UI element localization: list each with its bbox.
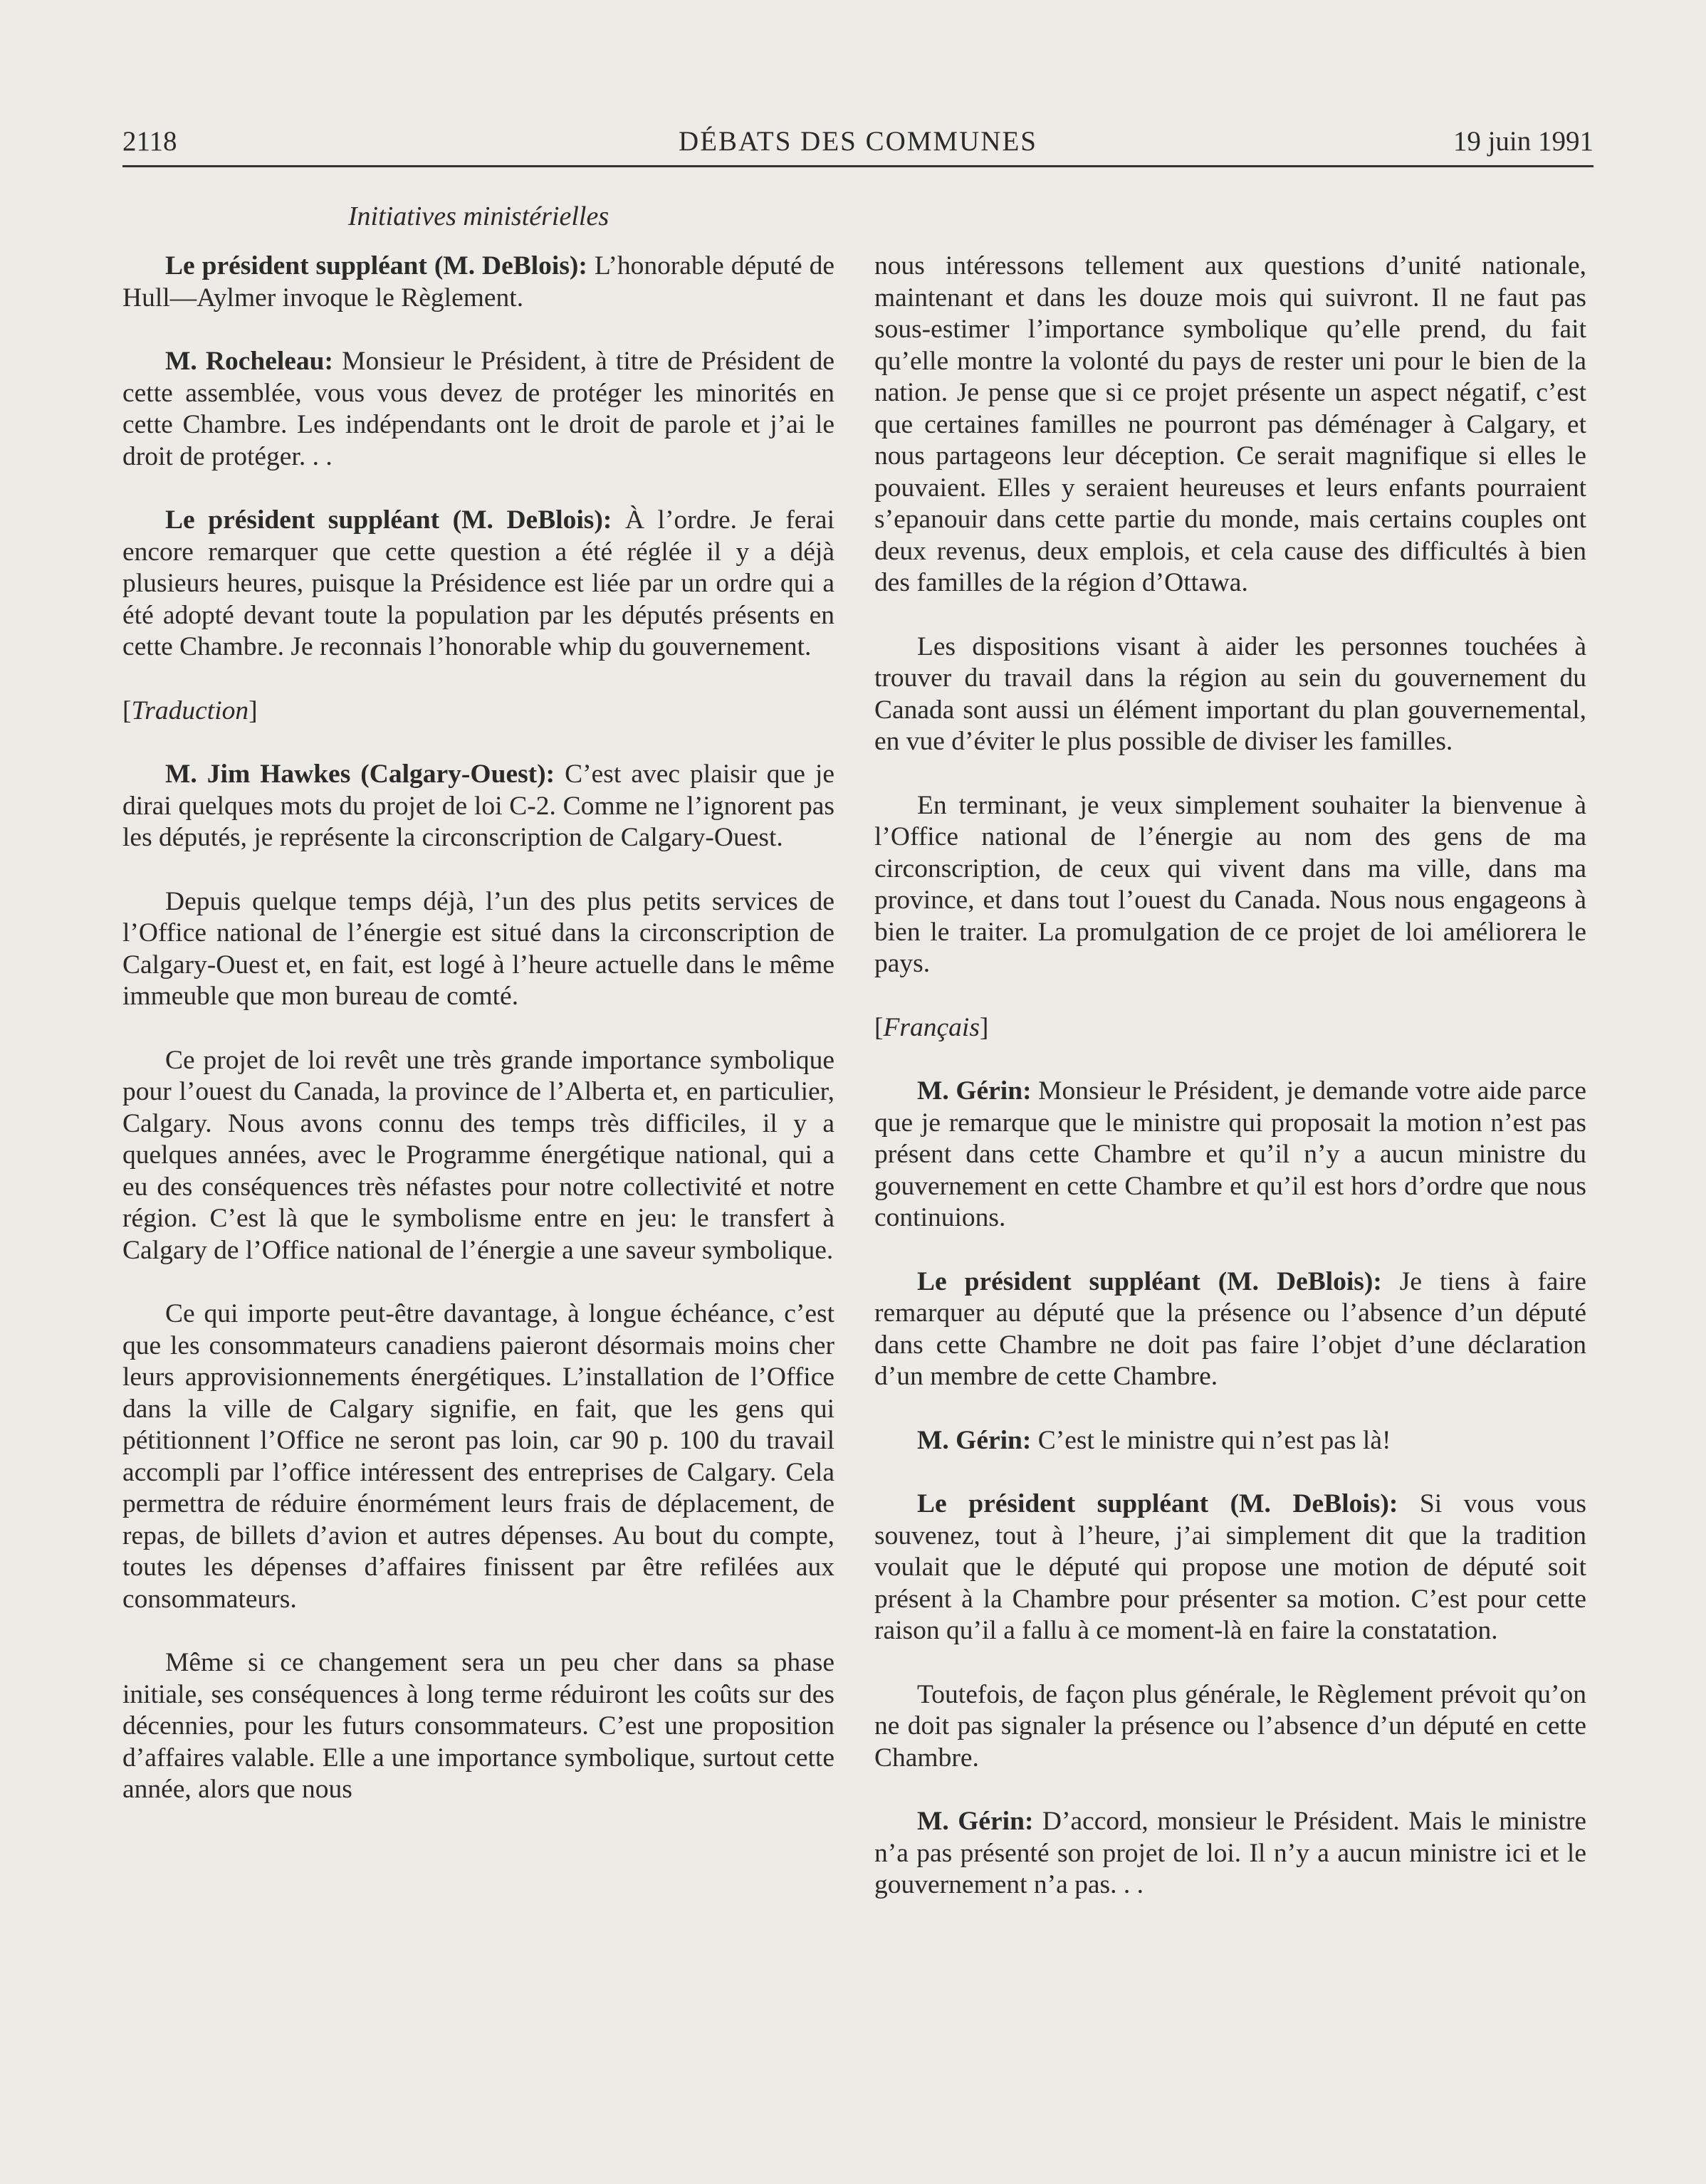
page-number: 2118: [122, 126, 177, 157]
text-paragraph: [874, 251, 1586, 599]
publication-title: DÉBATS DES COMMUNES: [679, 126, 1037, 157]
paragraph-text: nous intéressons tellement aux questions d’unité nationale, maintenant et dans les douze mois qui suivront. Il ne faut pas sous-estimer l’importance symbolique qu’elle prend, du fait qu’elle montre la volonté du pays de rester uni pour le bien de la nation. Je pense que si ce projet présente un aspect négatif, c’est que certaines familles ne pourront pas déménager à Calgary, et nous partageons leur déception. Ce serait magnifique si elles le pouvaient. Elles y seraient heureuses et leurs enfants pourraient s’epanouir dans cette partie du monde, mais certains couples ont deux revenus, deux emplois, et cela cause des difficultés à bien des familles de la région d’Ottawa.: [874, 251, 1586, 597]
speaker-name: Le président suppléant (M. DeBlois):: [917, 1489, 1398, 1518]
speech-paragraph: [122, 759, 834, 854]
bracket: ]: [248, 695, 258, 725]
speaker-name: Le président suppléant (M. DeBlois):: [165, 505, 612, 535]
speech-paragraph: [874, 1806, 1586, 1901]
paragraph-text: Ce qui importe peut-être davantage, à longue échéance, c’est que les consommateurs canadiens paieront désormais moins cher leurs approvisionnements énergétiques. L’installation de l’Office dans la ville de Calgary signifie, en fait, que les gens qui pétitionnent l’Office ne seront pas loin, car 90 p. 100 du travail accompli par l’office intéressent des entreprises de Calgary. Cela permettra de réduire énormément leurs frais de déplacement, de repas, de billets d’avion et autres dépenses. Au bout du compte, toutes les dépenses d’affaires finissent par être refilées aux consommateurs.: [122, 1299, 834, 1614]
paragraph-text: Même si ce changement sera un peu cher dans sa phase initiale, ses conséquences à long terme réduiront les coûts sur des décennies, pour les futurs consommateurs. C’est une proposition d’affaires valable. Elle a une importance symbolique, surtout cette année, alors que nous: [122, 1648, 834, 1804]
text-paragraph: [874, 790, 1586, 980]
paragraph-text: Depuis quelque temps déjà, l’un des plus petits services de l’Office national de l’énergie est situé dans la circonscription de Calgary-Ouest et, en fait, est logé à l’heure actuelle dans le même immeuble que mon bureau de comté.: [122, 886, 834, 1011]
paragraph-text: D’accord, monsieur le Président. Mais le ministre n’a pas présenté son projet de loi. Il n’y a aucun ministre ici et le gouvernement n’a pas. . .: [874, 1807, 1586, 1899]
paragraph-text: Ce projet de loi revêt une très grande importance symbolique pour l’ouest du Canada, la province de l’Alberta et, en particulier, Calgary. Nous avons connu des temps très difficiles, il y a quelques années, avec le Programme énergétique national, qui a eu des conséquences très néfastes pour notre collectivité et notre région. C’est là que le symbolisme entre en jeu: le transfert à Calgary de l’Office national de l’énergie a une saveur symbolique.: [122, 1045, 834, 1265]
text-paragraph: [122, 886, 834, 1013]
bracket: [: [122, 695, 132, 725]
right-column: [874, 251, 1586, 1933]
paragraph-text: En terminant, je veux simplement souhaiter la bienvenue à l’Office national de l’énergie au nom des gens de ma circonscription, de ceux qui vivent dans ma ville, dans ma province, et dans tout l’ouest du Canada. Nous nous engageons à bien le traiter. La promulgation de ce projet de loi améliorera le pays.: [874, 790, 1586, 978]
paragraph-text: À l’ordre. Je ferai encore remarquer que cette question a été réglée il y a déjà plusieurs heures, puisque la Présidence est liée par un ordre qui a été adopté devant toute la population par les députés présents en cette Chambre. Je reconnais l’honorable whip du gouvernement.: [122, 505, 834, 661]
paragraph-text: Toutefois, de façon plus générale, le Règlement prévoit qu’on ne doit pas signaler la présence ou l’absence d’un député en cette Chambre.: [874, 1679, 1586, 1773]
publication-date: 19 juin 1991: [1453, 126, 1594, 157]
text-paragraph: [122, 1298, 834, 1615]
speech-paragraph: [122, 505, 834, 663]
speech-paragraph: [874, 1266, 1586, 1393]
left-column: [122, 251, 834, 1838]
paragraph-text: Si vous vous souvenez, tout à l’heure, j’ai simplement dit que la tradition voulait que le député qui propose une motion de député soit présent à la Chambre pour présenter sa motion. C’est pour cette raison qu’il a fallu à ce moment-là en faire la constatation.: [874, 1489, 1586, 1645]
text-paragraph: [122, 1647, 834, 1806]
paragraph-text: Je tiens à faire remarquer au député que la présence ou l’absence d’un député dans cette Chambre ne doit pas faire l’objet d’une déclaration d’un membre de cette Chambre.: [874, 1266, 1587, 1391]
speech-paragraph: [874, 1076, 1586, 1234]
speaker-name: M. Jim Hawkes (Calgary-Ouest):: [165, 760, 555, 789]
header-rule: [122, 165, 1594, 167]
speaker-name: M. Gérin:: [917, 1076, 1032, 1106]
speaker-name: M. Gérin:: [917, 1807, 1034, 1836]
text-paragraph: [122, 1045, 834, 1267]
paragraph-text: Monsieur le Président, je demande votre aide parce que je remarque que le ministre qui proposait la motion n’est pas présent dans cette Chambre et qu’il n’y a aucun ministre du gouvernement en cette Chambre et qu’il est hors d’ordre que nous continuions.: [874, 1076, 1586, 1232]
paragraph-text: L’honorable député de Hull—Aylmer invoque le Règlement.: [122, 251, 835, 313]
speech-paragraph: [122, 346, 834, 473]
speech-paragraph: [874, 1425, 1586, 1457]
page-header: [122, 121, 1594, 165]
language-label: Français: [883, 1012, 980, 1042]
speech-paragraph: [874, 1489, 1586, 1647]
speaker-name: M. Gérin:: [917, 1425, 1032, 1455]
paragraph-text: C’est avec plaisir que je dirai quelques mots du projet de loi C-2. Comme ne l’ignorent pas les députés, je représente la circonscription de Calgary-Ouest.: [122, 760, 834, 852]
language-marker: [122, 695, 834, 728]
section-heading: Initiatives ministérielles: [347, 201, 609, 231]
bracket: [: [874, 1012, 884, 1042]
text-paragraph: [874, 1679, 1586, 1775]
paragraph-text: Monsieur le Président, à titre de Président de cette assemblée, vous vous devez de protéger les minorités en cette Chambre. Les indépendants ont le droit de parole et j’ai le droit de protéger. . .: [122, 347, 834, 471]
bracket: ]: [979, 1012, 989, 1042]
text-paragraph: [874, 631, 1586, 758]
speaker-name: Le président suppléant (M. DeBlois):: [917, 1266, 1382, 1296]
language-label: Traduction: [131, 695, 249, 725]
paragraph-text: C’est le ministre qui n’est pas là!: [1031, 1425, 1391, 1455]
paragraph-text: Les dispositions visant à aider les personnes touchées à trouver du travail dans la région au sein du gouvernement du Canada sont aussi un élément important du plan gouvernemental, en vue d’éviter le plus possible de diviser les familles.: [874, 631, 1586, 756]
speech-paragraph: [122, 251, 834, 314]
language-marker: [874, 1012, 1586, 1044]
speaker-name: Le président suppléant (M. DeBlois):: [165, 251, 587, 280]
speaker-name: M. Rocheleau:: [165, 347, 334, 376]
